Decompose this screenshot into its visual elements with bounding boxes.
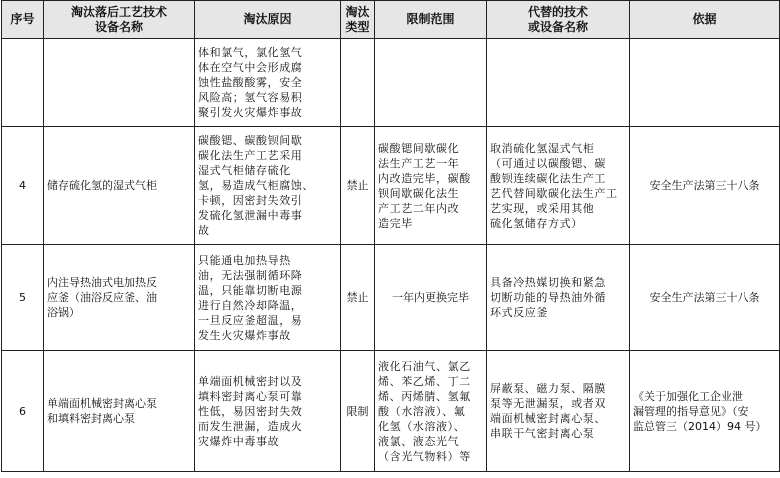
reason-line: 单端面机械密封以及	[198, 374, 303, 388]
alt-line: 泵等无泄漏泵，或者双	[490, 397, 606, 410]
reason-line: 碳化法生产工艺采用	[198, 149, 303, 162]
header-alt	[487, 1, 630, 39]
table-row	[2, 245, 780, 351]
alt-line: 屏蔽泵、磁力泵、隔膜	[490, 382, 606, 395]
header-name-line: 设备名称	[94, 19, 143, 34]
cell-no	[2, 39, 44, 127]
scope-line: 产工艺二年内改	[378, 201, 460, 215]
scope-line: 法生产工艺一年	[378, 156, 460, 170]
scope-line: 造完毕	[378, 216, 413, 230]
reason-line: 氢，易造成气柜腐蚀、	[198, 179, 314, 192]
cell-scope	[375, 39, 487, 127]
header-alt-line: 或设备名称	[527, 19, 588, 34]
reason-line: 风险高；氢气容易积	[198, 91, 303, 104]
cell-name	[44, 245, 195, 351]
alt-line: 串联干气密封离心泵	[490, 427, 595, 440]
header-name	[44, 1, 195, 39]
header-type-line: 淘汰	[345, 4, 370, 19]
cell-type	[341, 39, 375, 127]
header-alt-line: 代替的技术	[527, 4, 588, 19]
cell-scope	[375, 245, 487, 351]
cell-scope	[375, 351, 487, 472]
header-row	[2, 1, 780, 39]
name-line: 和填料密封离心泵	[47, 412, 135, 425]
scope-line: 碳酸锶间歇碳化	[378, 141, 460, 155]
scope-line: 烯、苯乙烯、丁二	[378, 374, 471, 388]
alt-line: 切断功能的导热油外循	[490, 291, 606, 304]
cell-reason	[195, 127, 341, 245]
cell-scope	[375, 127, 487, 245]
cell-alt	[487, 245, 630, 351]
alt-line: 酸钡连续碳化法生产工	[490, 171, 606, 185]
alt-line: 端面机械密封离心泵、	[490, 412, 606, 425]
scope-line: 液化石油气、氯乙	[378, 359, 471, 373]
name-line: 内注导热油式电加热反	[47, 276, 157, 289]
reason-line: 故	[198, 224, 210, 237]
reason-line: 发硫化氢泄漏中毒事	[198, 209, 303, 222]
header-no: 序号	[2, 1, 44, 39]
alt-line: 环式反应釜	[490, 306, 548, 319]
cell-no: 5	[2, 245, 44, 351]
elimination-table	[1, 0, 780, 472]
reason-line: 进行自然冷却降温，	[198, 298, 303, 312]
cell-name	[44, 39, 195, 127]
alt-line: 艺实现，或采用其他	[490, 201, 595, 215]
scope-line: 化氢（水溶液）、	[378, 419, 466, 433]
cell-basis: 安全生产法第三十八条	[630, 127, 780, 245]
cell-alt	[487, 127, 630, 245]
scope-line: 钡间歇碳化法生	[378, 186, 460, 200]
reason-line: 体和氯气，氯化氢气	[198, 46, 303, 59]
alt-line: 取消硫化氢湿式气柜	[490, 141, 595, 155]
cell-basis	[630, 351, 780, 472]
cell-type: 禁止	[341, 245, 375, 351]
cell-reason	[195, 39, 341, 127]
reason-line: 碳酸锶、碳酸钡间歇	[198, 134, 303, 147]
name-line: 浴锅）	[47, 306, 80, 319]
reason-line: 只能通电加热导热	[198, 253, 291, 267]
reason-line: 填料密封离心泵可靠	[198, 389, 303, 403]
header-name-line: 淘汰落后工艺技术	[70, 4, 167, 19]
alt-line: 硫化氢储存方式）	[490, 216, 583, 230]
cell-basis: 安全生产法第三十八条	[630, 245, 780, 351]
cell-alt	[487, 351, 630, 472]
reason-line: 油，无法强制循环降	[198, 268, 303, 282]
name-line: 单端面机械密封离心泵	[47, 397, 157, 410]
header-reason: 淘汰原因	[195, 1, 341, 39]
scope-line: （含光气物料）等	[378, 449, 471, 463]
reason-line: 蚀性盐酸酸雾，安全	[198, 76, 303, 89]
cell-type: 限制	[341, 351, 375, 472]
cell-basis	[630, 39, 780, 127]
cell-name	[44, 351, 195, 472]
basis-line: 监总管三（2014）94 号）	[633, 419, 767, 433]
name-line: 应釜（油浴反应釜、油	[47, 291, 157, 304]
header-scope: 限制范围	[375, 1, 487, 39]
reason-line: 而发生泄漏，造成火	[198, 419, 303, 433]
scope-line: 一年内更换完毕	[392, 291, 469, 304]
scope-line: 液氯、液态光气	[378, 434, 460, 448]
header-type	[341, 1, 375, 39]
cell-no: 6	[2, 351, 44, 472]
cell-reason	[195, 351, 341, 472]
reason-line: 体在空气中会形成腐	[198, 61, 303, 74]
table-row	[2, 39, 780, 127]
cell-no: 4	[2, 127, 44, 245]
reason-line: 性低，易因密封失效	[198, 404, 303, 418]
table-row	[2, 127, 780, 245]
header-type-line: 类型	[345, 19, 370, 34]
reason-line: 湿式气柜储存硫化	[198, 164, 291, 177]
scope-line: 酸（水溶液）、氟	[378, 404, 466, 418]
cell-type: 禁止	[341, 127, 375, 245]
header-basis: 依据	[630, 1, 780, 39]
basis-line: 漏管理的指导意见》（安	[633, 404, 749, 418]
scope-line: 内改造完毕，碳酸	[378, 171, 471, 185]
alt-line: 具备冷热媒切换和紧急	[490, 276, 606, 289]
cell-alt	[487, 39, 630, 127]
alt-line: 艺代替间歇碳化法生产工	[490, 186, 618, 200]
table-row	[2, 351, 780, 472]
cell-name	[44, 127, 195, 245]
reason-line: 灾爆炸中毒事故	[198, 434, 280, 448]
cell-reason	[195, 245, 341, 351]
reason-line: 温，只能靠切断电源	[198, 283, 303, 297]
scope-line: 烯、丙烯腈、氢氟	[378, 389, 471, 403]
reason-line: 一旦反应釜超温，易	[198, 313, 303, 327]
reason-line: 聚引发火灾爆炸事故	[198, 106, 303, 119]
reason-line: 卡顿，因密封失效引	[198, 194, 303, 207]
name-line: 储存硫化氢的湿式气柜	[47, 179, 157, 192]
basis-line: 《关于加强化工企业泄	[633, 389, 743, 403]
alt-line: （可通过以碳酸锶、碳	[490, 156, 606, 170]
reason-line: 发生火灾爆炸事故	[198, 328, 291, 342]
